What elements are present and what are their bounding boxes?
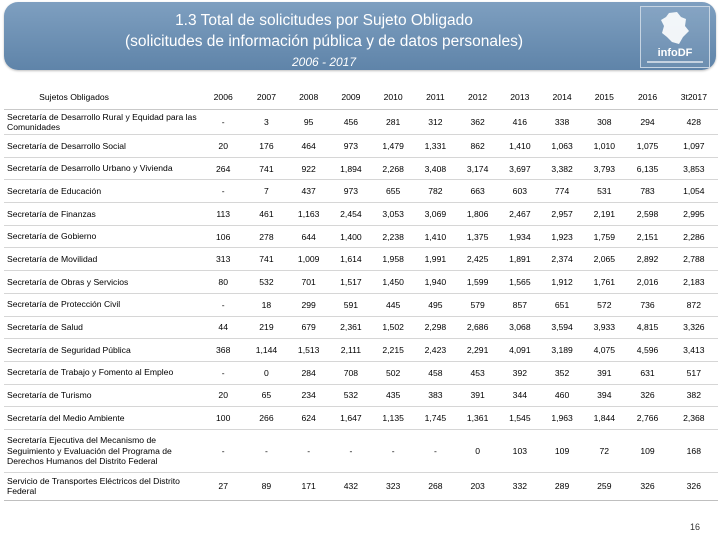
table-cell: 783 <box>625 180 669 203</box>
table-cell: 176 <box>245 135 287 158</box>
table-cell: 531 <box>583 180 625 203</box>
table-cell: 2,151 <box>625 225 669 248</box>
table-cell: 2,995 <box>670 203 718 226</box>
table-cell: 72 <box>583 429 625 472</box>
table-cell: 3,408 <box>414 157 456 180</box>
table-cell: 1,331 <box>414 135 456 158</box>
logo-text: infoDF <box>657 47 693 59</box>
table-cell: 1,759 <box>583 225 625 248</box>
table-cell: 20 <box>201 384 245 407</box>
table-cell: 6,135 <box>625 157 669 180</box>
table-cell: 572 <box>583 293 625 316</box>
table-cell: 1,891 <box>499 248 541 271</box>
map-icon <box>659 11 691 45</box>
table-cell: 1,912 <box>541 271 583 294</box>
table-cell: 2,191 <box>583 203 625 226</box>
row-entity-name: Secretaría de Desarrollo Rural y Equidad para las Comunidades <box>4 110 201 135</box>
table-cell: 631 <box>625 361 669 384</box>
table-cell: 103 <box>499 429 541 472</box>
period-subtitle: 2006 - 2017 <box>291 55 357 69</box>
table-cell: 679 <box>288 316 330 339</box>
table-cell: 1,513 <box>288 339 330 362</box>
table-cell: - <box>372 429 414 472</box>
table-cell: 2,425 <box>457 248 499 271</box>
table-cell: 432 <box>330 472 372 500</box>
table-cell: 736 <box>625 293 669 316</box>
table-cell: 3,853 <box>670 157 718 180</box>
table-cell: 464 <box>288 135 330 158</box>
table-cell: 313 <box>201 248 245 271</box>
table-cell: 1,958 <box>372 248 414 271</box>
table-cell: 1,097 <box>670 135 718 158</box>
table-cell: 3,053 <box>372 203 414 226</box>
table-cell: 109 <box>541 429 583 472</box>
table-cell: 1,806 <box>457 203 499 226</box>
table-cell: 3,189 <box>541 339 583 362</box>
column-header: Sujetos Obligados <box>4 85 201 110</box>
table-cell: 2,686 <box>457 316 499 339</box>
table-cell: 2,016 <box>625 271 669 294</box>
table-cell: 437 <box>288 180 330 203</box>
table-row <box>4 248 718 271</box>
table-cell: 2,368 <box>670 407 718 430</box>
table-cell: 774 <box>541 180 583 203</box>
row-entity-name: Secretaría de Desarrollo Urbano y Vivienda <box>4 157 201 180</box>
table-cell: - <box>201 293 245 316</box>
table-cell: 332 <box>499 472 541 500</box>
table-row <box>4 203 718 226</box>
column-header: 2007 <box>245 85 287 110</box>
column-header: 2015 <box>583 85 625 110</box>
table-cell: 2,598 <box>625 203 669 226</box>
table-cell: 268 <box>414 472 456 500</box>
table-cell: 264 <box>201 157 245 180</box>
table-cell: 416 <box>499 110 541 135</box>
table-cell: 3,413 <box>670 339 718 362</box>
table-cell: 872 <box>670 293 718 316</box>
row-entity-name: Secretaría de Turismo <box>4 384 201 407</box>
table-cell: 708 <box>330 361 372 384</box>
table-cell: 460 <box>541 384 583 407</box>
table-cell: 3,793 <box>583 157 625 180</box>
title-line-2: (solicitudes de información pública y de datos personales) <box>124 33 524 50</box>
table-cell: 857 <box>499 293 541 316</box>
column-header: 2011 <box>414 85 456 110</box>
table-cell: 2,238 <box>372 225 414 248</box>
table-cell: - <box>201 361 245 384</box>
table-cell: 2,183 <box>670 271 718 294</box>
row-entity-name: Secretaría de Educación <box>4 180 201 203</box>
table-header-row <box>4 85 718 110</box>
table-cell: 701 <box>288 271 330 294</box>
table-cell: 2,788 <box>670 248 718 271</box>
table-cell: 4,596 <box>625 339 669 362</box>
row-entity-name: Secretaría de Gobierno <box>4 225 201 248</box>
table-cell: - <box>245 429 287 472</box>
table-cell: 392 <box>499 361 541 384</box>
column-header: 2008 <box>288 85 330 110</box>
table-cell: 502 <box>372 361 414 384</box>
table-cell: 1,894 <box>330 157 372 180</box>
infodf-logo <box>640 6 710 68</box>
table-cell: 435 <box>372 384 414 407</box>
table-cell: 382 <box>670 384 718 407</box>
table-cell: 80 <box>201 271 245 294</box>
table-row <box>4 472 718 500</box>
table-cell: 219 <box>245 316 287 339</box>
table-cell: 281 <box>372 110 414 135</box>
table-cell: 1,075 <box>625 135 669 158</box>
table-cell: 1,923 <box>541 225 583 248</box>
table-cell: - <box>201 429 245 472</box>
table-cell: 1,991 <box>414 248 456 271</box>
table-cell: 44 <box>201 316 245 339</box>
table-cell: 1,934 <box>499 225 541 248</box>
table-cell: 326 <box>670 472 718 500</box>
page-title <box>4 10 644 52</box>
table-cell: 2,766 <box>625 407 669 430</box>
table-cell: 65 <box>245 384 287 407</box>
table-row <box>4 135 718 158</box>
table-row <box>4 271 718 294</box>
row-entity-name: Secretaría de Seguridad Pública <box>4 339 201 362</box>
table-row <box>4 316 718 339</box>
table-cell: 1,963 <box>541 407 583 430</box>
table-row <box>4 407 718 430</box>
table-cell: 299 <box>288 293 330 316</box>
table-cell: 741 <box>245 157 287 180</box>
table-cell: 27 <box>201 472 245 500</box>
table-cell: 741 <box>245 248 287 271</box>
table-cell: 655 <box>372 180 414 203</box>
table-cell: 428 <box>670 110 718 135</box>
table-cell: 1,410 <box>499 135 541 158</box>
table-cell: 259 <box>583 472 625 500</box>
table-cell: 1,502 <box>372 316 414 339</box>
table-cell: 4,091 <box>499 339 541 362</box>
table-cell: 1,565 <box>499 271 541 294</box>
table-cell: 579 <box>457 293 499 316</box>
table-cell: 2,454 <box>330 203 372 226</box>
table-cell: 18 <box>245 293 287 316</box>
table-cell: 1,375 <box>457 225 499 248</box>
column-header: 2012 <box>457 85 499 110</box>
table-cell: 603 <box>499 180 541 203</box>
table-cell: 3,594 <box>541 316 583 339</box>
column-header: 2010 <box>372 85 414 110</box>
table-cell: 1,009 <box>288 248 330 271</box>
table-cell: 0 <box>245 361 287 384</box>
table-cell: 3,933 <box>583 316 625 339</box>
table-cell: 458 <box>414 361 456 384</box>
table-cell: 2,892 <box>625 248 669 271</box>
table-cell: 1,517 <box>330 271 372 294</box>
table-cell: 2,268 <box>372 157 414 180</box>
table-row <box>4 110 718 135</box>
table-cell: 4,815 <box>625 316 669 339</box>
table-cell: 278 <box>245 225 287 248</box>
row-entity-name: Servicio de Transportes Eléctricos del Distrito Federal <box>4 472 201 500</box>
table-cell: 323 <box>372 472 414 500</box>
table-cell: 644 <box>288 225 330 248</box>
table-cell: 1,450 <box>372 271 414 294</box>
table-row <box>4 429 718 472</box>
row-entity-name: Secretaría de Movilidad <box>4 248 201 271</box>
title-line-1: 1.3 Total de solicitudes por Sujeto Obligado <box>175 12 473 29</box>
table-cell: 532 <box>330 384 372 407</box>
column-header: 2016 <box>625 85 669 110</box>
table-cell: 2,065 <box>583 248 625 271</box>
table-cell: 289 <box>541 472 583 500</box>
table-cell: 7 <box>245 180 287 203</box>
row-entity-name: Secretaría de Trabajo y Fomento al Empleo <box>4 361 201 384</box>
table-cell: 326 <box>625 472 669 500</box>
table-cell: 1,479 <box>372 135 414 158</box>
table-cell: 113 <box>201 203 245 226</box>
table-cell: 312 <box>414 110 456 135</box>
column-header: 2013 <box>499 85 541 110</box>
table-cell: 294 <box>625 110 669 135</box>
table-cell: 2,467 <box>499 203 541 226</box>
table-cell: 495 <box>414 293 456 316</box>
table-row <box>4 157 718 180</box>
table-cell: 2,111 <box>330 339 372 362</box>
table-cell: 456 <box>330 110 372 135</box>
column-header: 2006 <box>201 85 245 110</box>
table-cell: 0 <box>457 429 499 472</box>
table-row <box>4 384 718 407</box>
table-cell: 1,163 <box>288 203 330 226</box>
table-cell: 1,599 <box>457 271 499 294</box>
table-cell: 106 <box>201 225 245 248</box>
column-header: 2014 <box>541 85 583 110</box>
table-cell: 862 <box>457 135 499 158</box>
table-cell: - <box>414 429 456 472</box>
table-cell: - <box>330 429 372 472</box>
table-cell: 2,215 <box>372 339 414 362</box>
table-cell: 168 <box>670 429 718 472</box>
row-entity-name: Secretaría del Medio Ambiente <box>4 407 201 430</box>
table-cell: 394 <box>583 384 625 407</box>
row-entity-name: Secretaría de Obras y Servicios <box>4 271 201 294</box>
table-cell: 973 <box>330 180 372 203</box>
row-entity-name: Secretaría de Salud <box>4 316 201 339</box>
table-cell: 203 <box>457 472 499 500</box>
table-cell: 1,647 <box>330 407 372 430</box>
table-cell: 100 <box>201 407 245 430</box>
table-cell: - <box>201 180 245 203</box>
table-cell: 651 <box>541 293 583 316</box>
table-cell: 1,063 <box>541 135 583 158</box>
table-cell: 517 <box>670 361 718 384</box>
table-cell: 3 <box>245 110 287 135</box>
table-cell: 1,054 <box>670 180 718 203</box>
column-header: 3t2017 <box>670 85 718 110</box>
table-cell: 266 <box>245 407 287 430</box>
row-entity-name: Secretaría de Protección Civil <box>4 293 201 316</box>
table-cell: 326 <box>625 384 669 407</box>
table-cell: 1,761 <box>583 271 625 294</box>
table-cell: 3,069 <box>414 203 456 226</box>
table-cell: 1,614 <box>330 248 372 271</box>
table-cell: 2,286 <box>670 225 718 248</box>
table-cell: 234 <box>288 384 330 407</box>
table-row <box>4 339 718 362</box>
table-cell: 368 <box>201 339 245 362</box>
table-cell: 1,545 <box>499 407 541 430</box>
table-cell: 1,745 <box>414 407 456 430</box>
table-cell: 352 <box>541 361 583 384</box>
table-cell: 338 <box>541 110 583 135</box>
table-cell: 1,844 <box>583 407 625 430</box>
table-cell: 922 <box>288 157 330 180</box>
table-cell: 1,144 <box>245 339 287 362</box>
table-cell: 308 <box>583 110 625 135</box>
logo-tagline-bar <box>647 61 703 63</box>
table-cell: 3,697 <box>499 157 541 180</box>
table-cell: 1,940 <box>414 271 456 294</box>
table-cell: 3,174 <box>457 157 499 180</box>
table-cell: 461 <box>245 203 287 226</box>
table-cell: 591 <box>330 293 372 316</box>
table-cell: 2,957 <box>541 203 583 226</box>
table-cell: 391 <box>583 361 625 384</box>
table-cell: 2,291 <box>457 339 499 362</box>
table-cell: 4,075 <box>583 339 625 362</box>
table-cell: 95 <box>288 110 330 135</box>
row-entity-name: Secretaría de Finanzas <box>4 203 201 226</box>
table-cell: 2,374 <box>541 248 583 271</box>
row-entity-name: Secretaría Ejecutiva del Mecanismo de Seguimiento y Evaluación del Programa de Derechos Humanos del Distrito Federal <box>4 429 201 472</box>
table-cell: 445 <box>372 293 414 316</box>
table-cell: 532 <box>245 271 287 294</box>
table-cell: 663 <box>457 180 499 203</box>
table-cell: 453 <box>457 361 499 384</box>
page-number: 16 <box>690 522 701 532</box>
table-cell: 89 <box>245 472 287 500</box>
table-cell: 2,298 <box>414 316 456 339</box>
table-row <box>4 225 718 248</box>
table-cell: 1,410 <box>414 225 456 248</box>
table-cell: 782 <box>414 180 456 203</box>
table-cell: 284 <box>288 361 330 384</box>
header-banner <box>4 2 716 70</box>
table-row <box>4 293 718 316</box>
table-cell: 2,361 <box>330 316 372 339</box>
table-cell: 3,068 <box>499 316 541 339</box>
table-cell: 3,382 <box>541 157 583 180</box>
table-cell: 1,400 <box>330 225 372 248</box>
table-cell: 3,326 <box>670 316 718 339</box>
table-cell: 171 <box>288 472 330 500</box>
table-cell: 973 <box>330 135 372 158</box>
table-cell: 344 <box>499 384 541 407</box>
table-cell: 1,361 <box>457 407 499 430</box>
table-cell: 391 <box>457 384 499 407</box>
table-cell: - <box>201 110 245 135</box>
column-header: 2009 <box>330 85 372 110</box>
table-cell: 2,423 <box>414 339 456 362</box>
table-cell: 1,135 <box>372 407 414 430</box>
table-cell: 383 <box>414 384 456 407</box>
requests-table <box>4 85 718 501</box>
table-cell: 624 <box>288 407 330 430</box>
table-row <box>4 180 718 203</box>
table-cell: 109 <box>625 429 669 472</box>
table-cell: - <box>288 429 330 472</box>
table-row <box>4 361 718 384</box>
table-cell: 1,010 <box>583 135 625 158</box>
table-cell: 362 <box>457 110 499 135</box>
table-cell: 20 <box>201 135 245 158</box>
row-entity-name: Secretaría de Desarrollo Social <box>4 135 201 158</box>
